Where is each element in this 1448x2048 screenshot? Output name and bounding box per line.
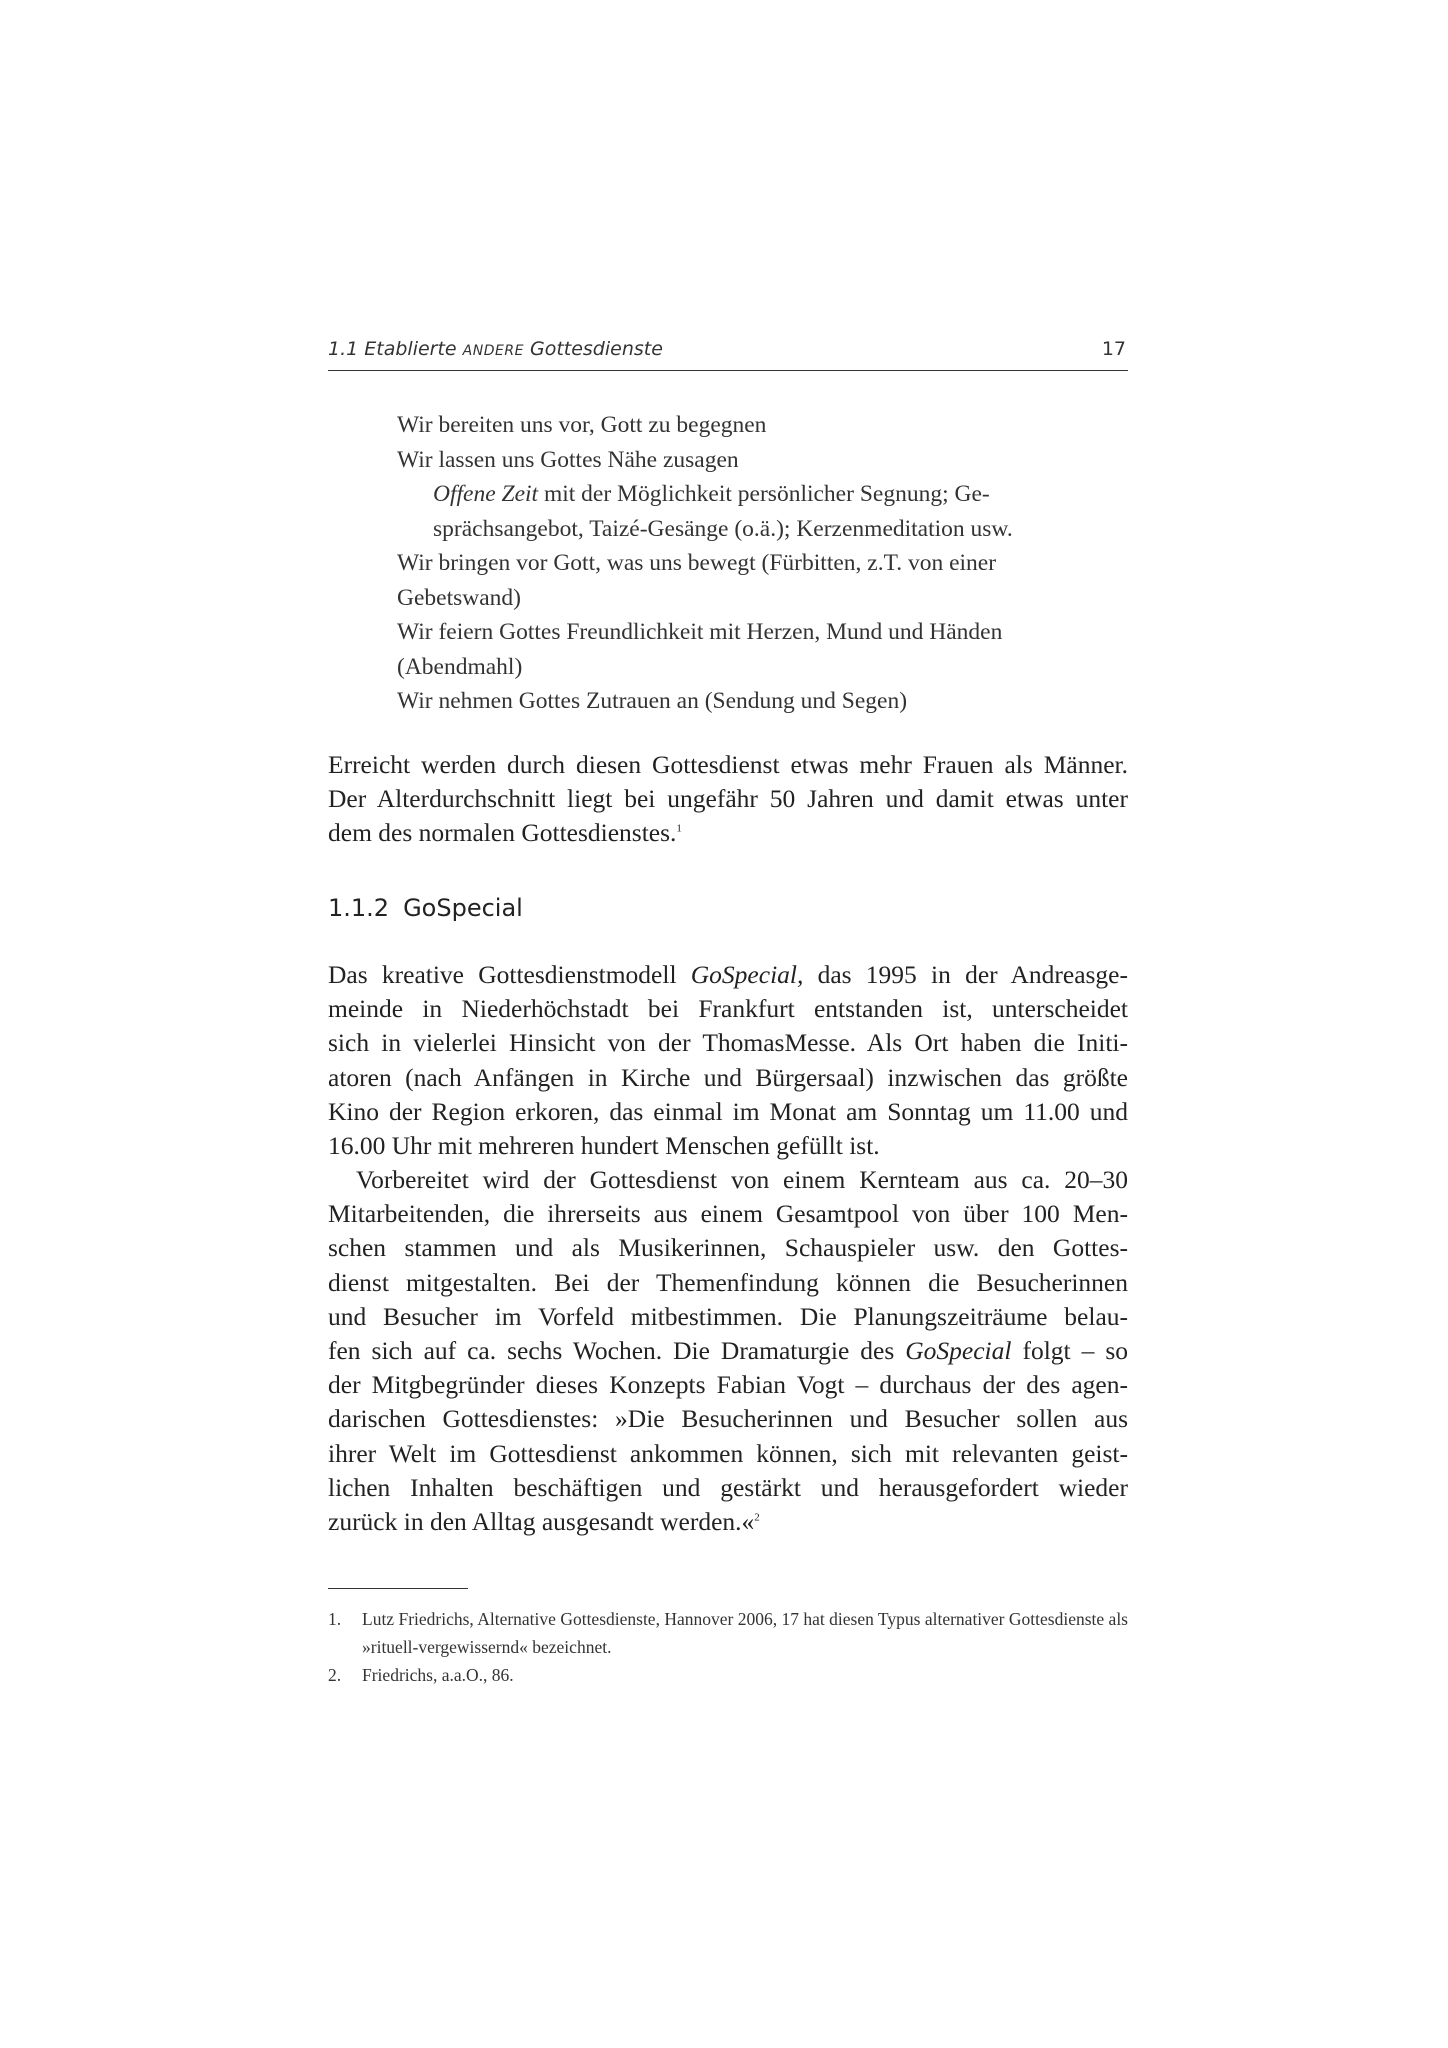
- footnote-number: 1.: [328, 1609, 342, 1629]
- liturgy-item: Wir bereiten uns vor, Gott zu begegnen: [397, 412, 767, 438]
- paragraph-line: dienst mitgestalten. Bei der Themenfindung können die Besucherinnen: [328, 1267, 1128, 1297]
- footnote-ref-2[interactable]: 2: [754, 1511, 760, 1524]
- running-head-title-after: Gottesdienste: [529, 338, 663, 360]
- gospecial-italic: GoSpecial,: [690, 960, 804, 989]
- liturgy-list: [397, 408, 1057, 719]
- paragraph-line: und Besucher im Vorfeld mitbestimmen. Die Planungszeiträume belau-: [328, 1301, 1128, 1331]
- running-head-title-smallcaps: ANDERE: [462, 343, 524, 359]
- paragraph-line: schen stammen und als Musikerinnen, Schauspieler usw. den Gottes-: [328, 1233, 1128, 1263]
- paragraph-line: sich in vielerlei Hinsicht von der ThomasMesse. Als Ort haben die Initi-: [328, 1028, 1128, 1058]
- footnotes: [328, 1605, 1128, 1689]
- paragraph-audience: [328, 748, 1128, 851]
- liturgy-item: Wir nehmen Gottes Zutrauen an (Sendung und Segen): [397, 688, 908, 714]
- paragraph-line-text: dem des normalen Gottesdienstes.: [328, 818, 677, 848]
- paragraph-line: [328, 816, 1128, 850]
- paragraph-gospecial-preparation: [328, 1163, 1128, 1539]
- liturgy-item: Wir lassen uns Gottes Nähe zusagen: [397, 446, 739, 473]
- paragraph-line: [328, 1505, 1128, 1539]
- paragraph-line: Der Alterdurchschnitt liegt bei ungefähr 50 Jahren und damit etwas unter: [328, 784, 1128, 814]
- liturgy-offene-line1: mit der Möglichkeit persönlicher Segnung; Ge-: [538, 481, 990, 507]
- paragraph-line-text: das 1995 in der Andreasge-: [803, 960, 1128, 989]
- gospecial-italic: GoSpecial: [905, 1336, 1012, 1366]
- paragraph-line-text: zurück in den Alltag ausgesandt werden.«: [328, 1507, 755, 1537]
- section-heading-title: GoSpecial: [403, 894, 523, 922]
- running-head-title: [328, 338, 663, 360]
- section-heading: [328, 894, 523, 922]
- liturgy-item: Gebetswand): [397, 584, 521, 611]
- footnote-divider: [328, 1588, 468, 1589]
- page-number: 17: [1101, 338, 1126, 360]
- liturgy-item: (Abendmahl): [397, 653, 523, 680]
- paragraph-line: meinde in Niederhöchstadt bei Frankfurt entstanden ist, unterscheidet: [328, 994, 1128, 1024]
- footnote-1: [328, 1605, 1128, 1661]
- liturgy-item: Wir bringen vor Gott, was uns bewegt (Fürbitten, z.T. von einer: [397, 550, 997, 576]
- paragraph-line: Erreicht werden durch diesen Gottesdienst etwas mehr Frauen als Männer.: [328, 750, 1128, 779]
- paragraph-line-text: Das kreative Gottesdienstmodell: [328, 960, 691, 989]
- liturgy-offene-italic: Offene Zeit: [433, 481, 539, 507]
- running-head-section-number: 1.1: [328, 338, 359, 360]
- paragraph-line: lichen Inhalten beschäftigen und gestärkt und herausgefordert wieder: [328, 1472, 1128, 1502]
- paragraph-line: [328, 1334, 1128, 1368]
- section-heading-number: 1.1.2: [328, 894, 390, 922]
- footnote-text: Friedrichs, a.a.O., 86.: [362, 1665, 514, 1685]
- footnote-2: [328, 1661, 1128, 1689]
- liturgy-item-offene-zeit: [397, 477, 1057, 512]
- paragraph-line: atoren (nach Anfängen in Kirche und Bürgersaal) inzwischen das größte: [328, 1062, 1128, 1092]
- running-head: [328, 336, 1128, 371]
- paragraph-line: Kino der Region erkoren, das einmal im Monat am Sonntag um 11.00 und: [328, 1096, 1128, 1126]
- paragraph-line-text: fen sich auf ca. sechs Wochen. Die Dramaturgie des: [328, 1336, 906, 1366]
- paragraph-line: der Mitgbegründer dieses Konzepts Fabian Vogt – durchaus der des agen-: [328, 1370, 1128, 1400]
- paragraph-line: Vorbereitet wird der Gottesdienst von einem Kernteam aus ca. 20–30: [356, 1165, 1128, 1194]
- paragraph-gospecial-intro: [328, 958, 1128, 1163]
- paragraph-line: darischen Gottesdienstes: »Die Besucherinnen und Besucher sollen aus: [328, 1404, 1128, 1434]
- paragraph-line-text: folgt – so: [1011, 1336, 1128, 1366]
- liturgy-item-offene-line2: sprächsangebot, Taizé-Gesänge (o.ä.); Kerzenmeditation usw.: [433, 515, 1013, 542]
- paragraph-line: [328, 958, 1128, 992]
- liturgy-item: Wir feiern Gottes Freundlichkeit mit Herzen, Mund und Händen: [397, 619, 1003, 645]
- paragraph-line: 16.00 Uhr mit mehreren hundert Menschen gefüllt ist.: [328, 1131, 880, 1161]
- footnote-text: Lutz Friedrichs, Alternative Gottesdienste, Hannover 2006, 17 hat diesen Typus alternativer Gottesdienste als »rituell-vergewissernd« bezeichnet.: [362, 1609, 1128, 1657]
- running-head-title-before: Etablierte: [364, 338, 457, 360]
- footnote-ref-1[interactable]: 1: [676, 822, 682, 835]
- footnote-number: 2.: [328, 1665, 342, 1685]
- paragraph-line: Mitarbeitenden, die ihrerseits aus einem Gesamtpool von über 100 Men-: [328, 1199, 1128, 1229]
- paragraph-line: ihrer Welt im Gottesdienst ankommen können, sich mit relevanten geist-: [328, 1438, 1128, 1468]
